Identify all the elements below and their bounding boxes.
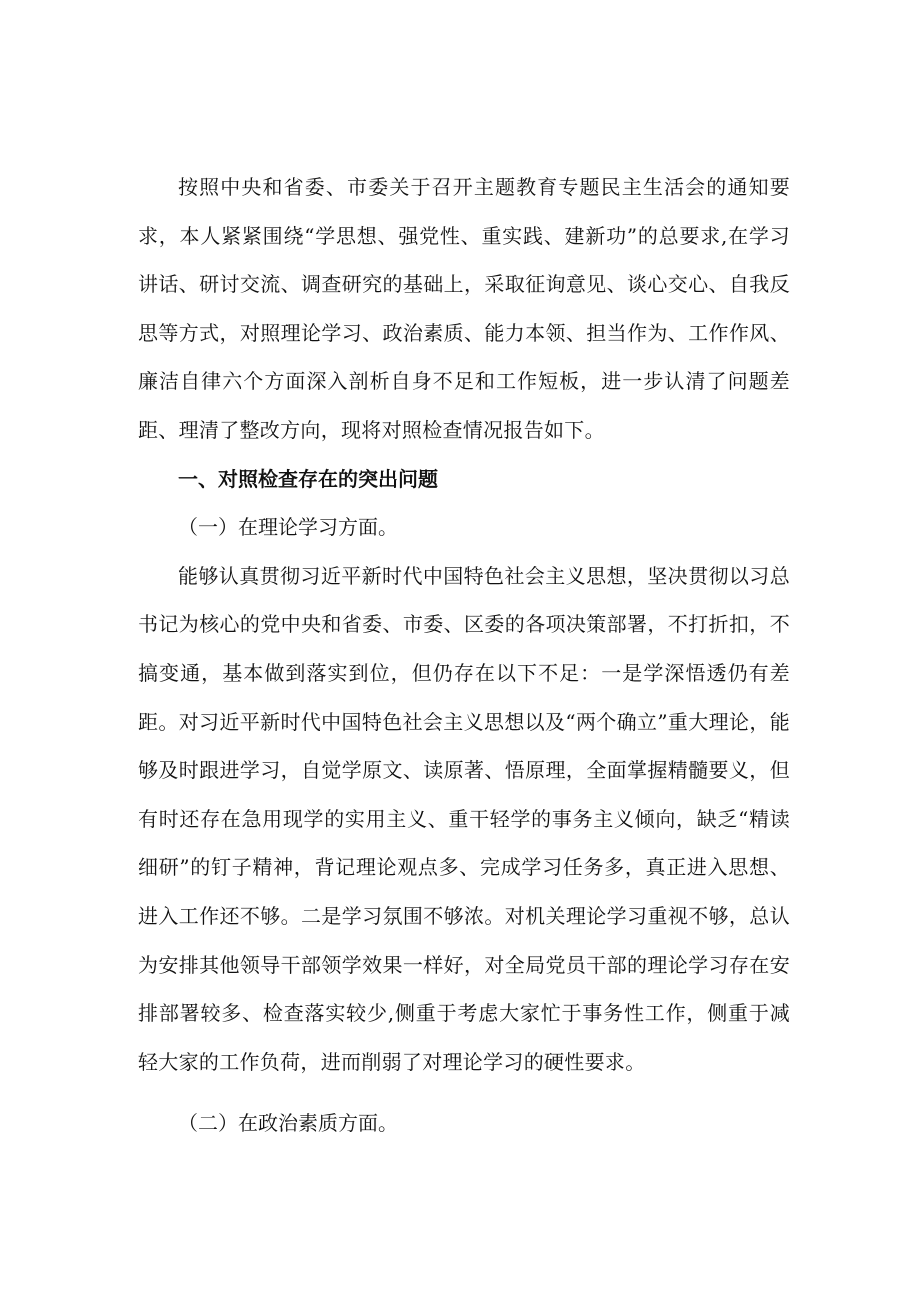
intro-paragraph: 按照中央和省委、市委关于召开主题教育专题民主生活会的通知要求，本人紧紧围绕“学思想、强党性、重实践、建新功”的总要求,在学习讲话、研讨交流、调查研究的基础上，采取征询意见、谈心交心、自我反思等方式，对照理论学习、政治素质、能力本领、担当作为、工作作风、廉洁自律六个方面深入剖析自身不足和工作短板，进一步认清了问题差距、理清了整改方向，现将对照检查情况报告如下。 [138,175,790,442]
subsection-1-paragraph: 能够认真贯彻习近平新时代中国特色社会主义思想，坚决贯彻以习总书记为核心的党中央和省委、市委、区委的各项决策部署，不打折扣，不搞变通，基本做到落实到位，但仍存在以下不足：一是学深悟透仍有差距。对习近平新时代中国特色社会主义思想以及“两个确立”重大理论，能够及时跟进学习，自觉学原文、读原著、悟原理，全面掌握精髓要义，但有时还存在急用现学的实用主义、重干轻学的事务主义倾向，缺乏“精读细研”的钉子精神，背记理论观点多、完成学习任务多，真正进入思想、进入工作还不够。二是学习氛围不够浓。对机关理论学习重视不够，总认为安排其他领导干部领学效果一样好，对全局党员干部的理论学习存在安排部署较多、检查落实较少,侧重于考虑大家忙于事务性工作，侧重于减轻大家的工作负荷，进而削弱了对理论学习的硬性要求。 [138,563,790,1074]
subsection-heading-1: （一）在理论学习方面。 [178,515,398,540]
document-body [138,163,790,1148]
section-heading-1: 一、对照检查存在的突出问题 [178,466,438,491]
subsection-heading-2: （二）在政治素质方面。 [178,1111,398,1136]
